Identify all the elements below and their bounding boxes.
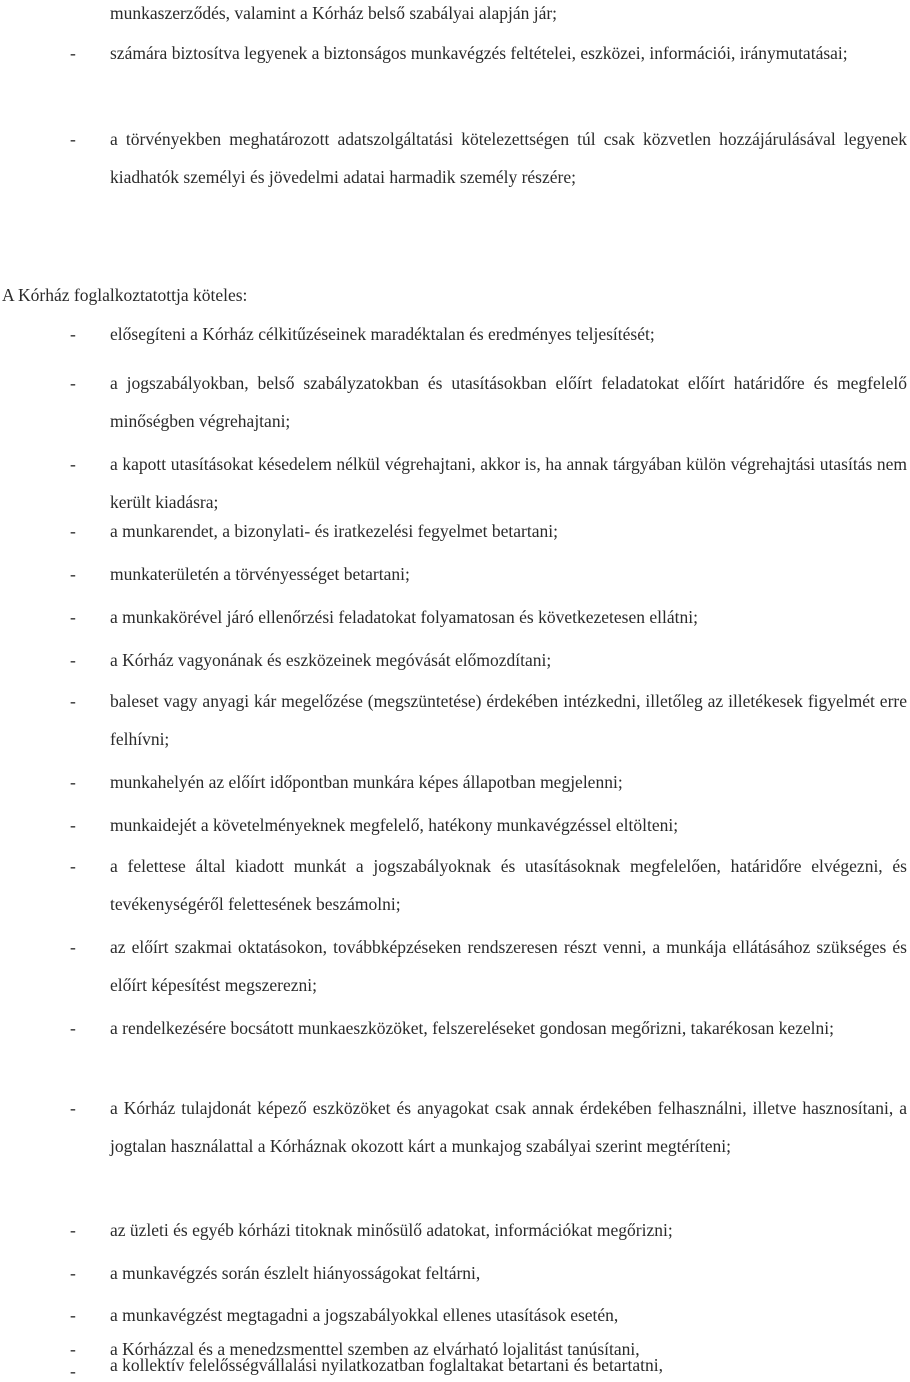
- list-item: munkaidejét a követelményeknek megfelelő, hatékony munkavégzéssel eltölteni;: [110, 815, 679, 835]
- list-bullet: -: [70, 43, 76, 63]
- list-item: a Kórház tulajdonát képező eszközöket és anyagokat csak annak érdekében felhasználni, illetve hasznosítani, a jogtalan használattal a Kórháznak okozott kárt a munkajog szabályai szerint megtéríteni;: [110, 1098, 907, 1156]
- list-bullet: -: [70, 856, 76, 876]
- list-item: a munkavégzést megtagadni a jogszabályokkal ellenes utasítások esetén,: [110, 1305, 619, 1325]
- list-bullet: -: [70, 1361, 76, 1381]
- list-item: baleset vagy anyagi kár megelőzése (megszüntetése) érdekében intézkedni, illetőleg az illetékesek figyelmét erre felhívni;: [110, 691, 907, 749]
- list-bullet: -: [70, 324, 76, 344]
- list-bullet: -: [70, 937, 76, 957]
- list-bullet: -: [70, 1305, 76, 1325]
- list-bullet: -: [70, 1220, 76, 1240]
- list-bullet: -: [70, 1339, 76, 1359]
- list-bullet: -: [70, 691, 76, 711]
- list-item: számára biztosítva legyenek a biztonságos munkavégzés feltételei, eszközei, információi, iránymutatásai;: [110, 43, 848, 63]
- list-bullet: -: [70, 607, 76, 627]
- list-item-continuation: munkaszerződés, valamint a Kórház belső szabályai alapján jár;: [110, 3, 558, 23]
- list-item: munkahelyén az előírt időpontban munkára képes állapotban megjelenni;: [110, 772, 623, 792]
- list-bullet: -: [70, 650, 76, 670]
- list-bullet: -: [70, 373, 76, 393]
- list-item: a kollektív felelősségvállalási nyilatkozatban foglaltakat betartani és betartatni,: [110, 1355, 663, 1375]
- list-item: a Kórházzal és a menedzsmenttel szemben az elvárható lojalitást tanúsítani,: [110, 1339, 640, 1359]
- list-item: munkaterületén a törvényességet betartani;: [110, 564, 410, 584]
- list-item: a munkakörével járó ellenőrzési feladatokat folyamatosan és következetesen ellátni;: [110, 607, 698, 627]
- list-item: a munkavégzés során észlelt hiányosságokat feltárni,: [110, 1263, 481, 1283]
- list-item: a törvényekben meghatározott adatszolgáltatási kötelezettségen túl csak közvetlen hozzájárulásával legyenek kiadhatók személyi és jövedelmi adatai harmadik személy részére;: [110, 129, 907, 187]
- section-heading: A Kórház foglalkoztatottja köteles:: [2, 285, 248, 305]
- list-bullet: -: [70, 1263, 76, 1283]
- list-bullet: -: [70, 129, 76, 149]
- list-bullet: -: [70, 454, 76, 474]
- list-bullet: -: [70, 815, 76, 835]
- list-bullet: -: [70, 1098, 76, 1118]
- list-item: a munkarendet, a bizonylati- és iratkezelési fegyelmet betartani;: [110, 521, 558, 541]
- list-bullet: -: [70, 564, 76, 584]
- list-item: a Kórház vagyonának és eszközeinek megóvását előmozdítani;: [110, 650, 552, 670]
- list-item: az üzleti és egyéb kórházi titoknak minősülő adatokat, információkat megőrizni;: [110, 1220, 673, 1240]
- list-item: a rendelkezésére bocsátott munkaeszközöket, felszereléseket gondosan megőrizni, takarékosan kezelni;: [110, 1018, 834, 1038]
- list-bullet: -: [70, 772, 76, 792]
- list-bullet: -: [70, 521, 76, 541]
- list-item: a jogszabályokban, belső szabályzatokban és utasításokban előírt feladatokat előírt határidőre és megfelelő minőségben végrehajtani;: [110, 373, 907, 431]
- list-item: a kapott utasításokat késedelem nélkül végrehajtani, akkor is, ha annak tárgyában külön végrehajtási utasítás nem került kiadásra;: [110, 454, 907, 512]
- list-item: elősegíteni a Kórház célkitűzéseinek maradéktalan és eredményes teljesítését;: [110, 324, 655, 344]
- list-item: a felettese által kiadott munkát a jogszabályoknak és utasításoknak megfelelően, határidőre elvégezni, és tevékenységéről felettesének beszámolni;: [110, 856, 907, 914]
- list-bullet: -: [70, 1018, 76, 1038]
- list-item: az előírt szakmai oktatásokon, továbbképzéseken rendszeresen részt venni, a munkája ellátásához szükséges és előírt képesítést megszerezni;: [110, 937, 907, 995]
